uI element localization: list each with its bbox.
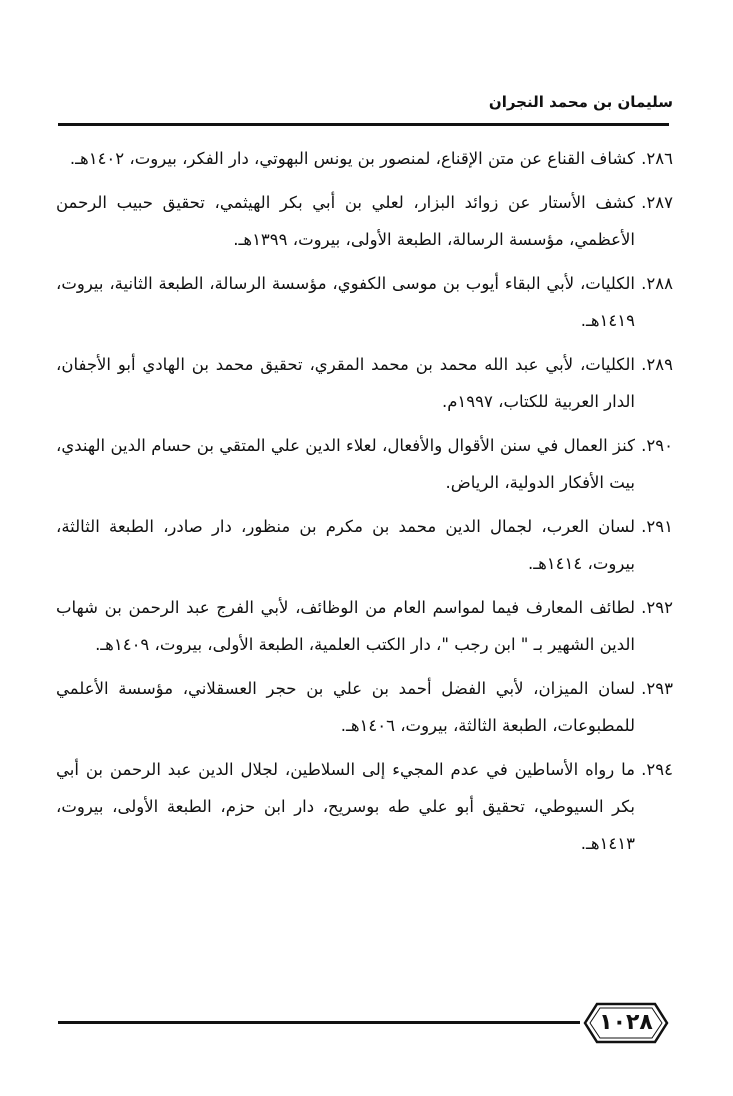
entry-number: ٢٩١. — [641, 517, 673, 536]
page-number-badge — [583, 1000, 669, 1046]
entry-text: ما رواه الأساطين في عدم المجيء إلى السلاطين، لجلال الدين عبد الرحمن بن أبي بكر السيوطي، تحقيق أبو علي طه بوسريح، دار ابن حزم، الطبعة الأولى، بيروت، ١٤١٣هـ. — [56, 760, 635, 853]
entry-text: الكليات، لأبي عبد الله محمد بن محمد المقري، تحقيق محمد بن الهادي أبو الأجفان، الدار العربية للكتاب، ١٩٩٧م. — [56, 355, 635, 411]
header-rule — [58, 123, 669, 126]
entry-number: ٢٩٣. — [641, 679, 673, 698]
page-footer — [58, 1000, 669, 1046]
entry-text: لسان العرب، لجمال الدين محمد بن مكرم بن منظور، دار صادر، الطبعة الثالثة، بيروت، ١٤١٤هـ. — [56, 517, 635, 573]
entry-number: ٢٩٤. — [641, 760, 673, 779]
bibliography-entry — [56, 346, 673, 420]
bibliography-entry — [56, 140, 673, 177]
bibliography-list — [56, 140, 673, 869]
running-header-author: سليمان بن محمد النجران — [488, 93, 673, 111]
entry-text: كشف الأستار عن زوائد البزار، لعلي بن أبي بكر الهيثمي، تحقيق حبيب الرحمن الأعظمي، مؤسسة الرسالة، الطبعة الأولى، بيروت، ١٣٩٩هـ. — [56, 193, 635, 249]
entry-number: ٢٨٦. — [641, 149, 673, 168]
bibliography-entry — [56, 508, 673, 582]
entry-number: ٢٨٧. — [641, 193, 673, 212]
bibliography-entry — [56, 184, 673, 258]
entry-text: لطائف المعارف فيما لمواسم العام من الوظائف، لأبي الفرج عبد الرحمن بن شهاب الدين الشهير بـ " ابن رجب "، دار الكتب العلمية، الطبعة الأولى، بيروت، ١٤٠٩هـ. — [56, 598, 635, 654]
page-number: ١٠٢٨ — [599, 1010, 653, 1035]
bibliography-entry — [56, 751, 673, 862]
bibliography-entry — [56, 670, 673, 744]
footer-rule — [58, 1021, 580, 1024]
entry-text: كنز العمال في سنن الأقوال والأفعال، لعلاء الدين علي المتقي بن حسام الدين الهندي، بيت الأفكار الدولية، الرياض. — [56, 436, 635, 492]
entry-text: لسان الميزان، لأبي الفضل أحمد بن علي بن حجر العسقلاني، مؤسسة الأعلمي للمطبوعات، الطبعة الثالثة، بيروت، ١٤٠٦هـ. — [56, 679, 635, 735]
entry-number: ٢٩٢. — [641, 598, 673, 617]
bibliography-entry — [56, 589, 673, 663]
entry-number: ٢٨٩. — [641, 355, 673, 374]
bibliography-entry — [56, 265, 673, 339]
entry-text: كشاف القناع عن متن الإقناع، لمنصور بن يونس البهوتي، دار الفكر، بيروت، ١٤٠٢هـ. — [69, 149, 635, 168]
entry-number: ٢٨٨. — [641, 274, 673, 293]
entry-number: ٢٩٠. — [641, 436, 673, 455]
bibliography-entry — [56, 427, 673, 501]
entry-text: الكليات، لأبي البقاء أيوب بن موسى الكفوي، مؤسسة الرسالة، الطبعة الثانية، بيروت، ١٤١٩هـ. — [56, 274, 635, 330]
